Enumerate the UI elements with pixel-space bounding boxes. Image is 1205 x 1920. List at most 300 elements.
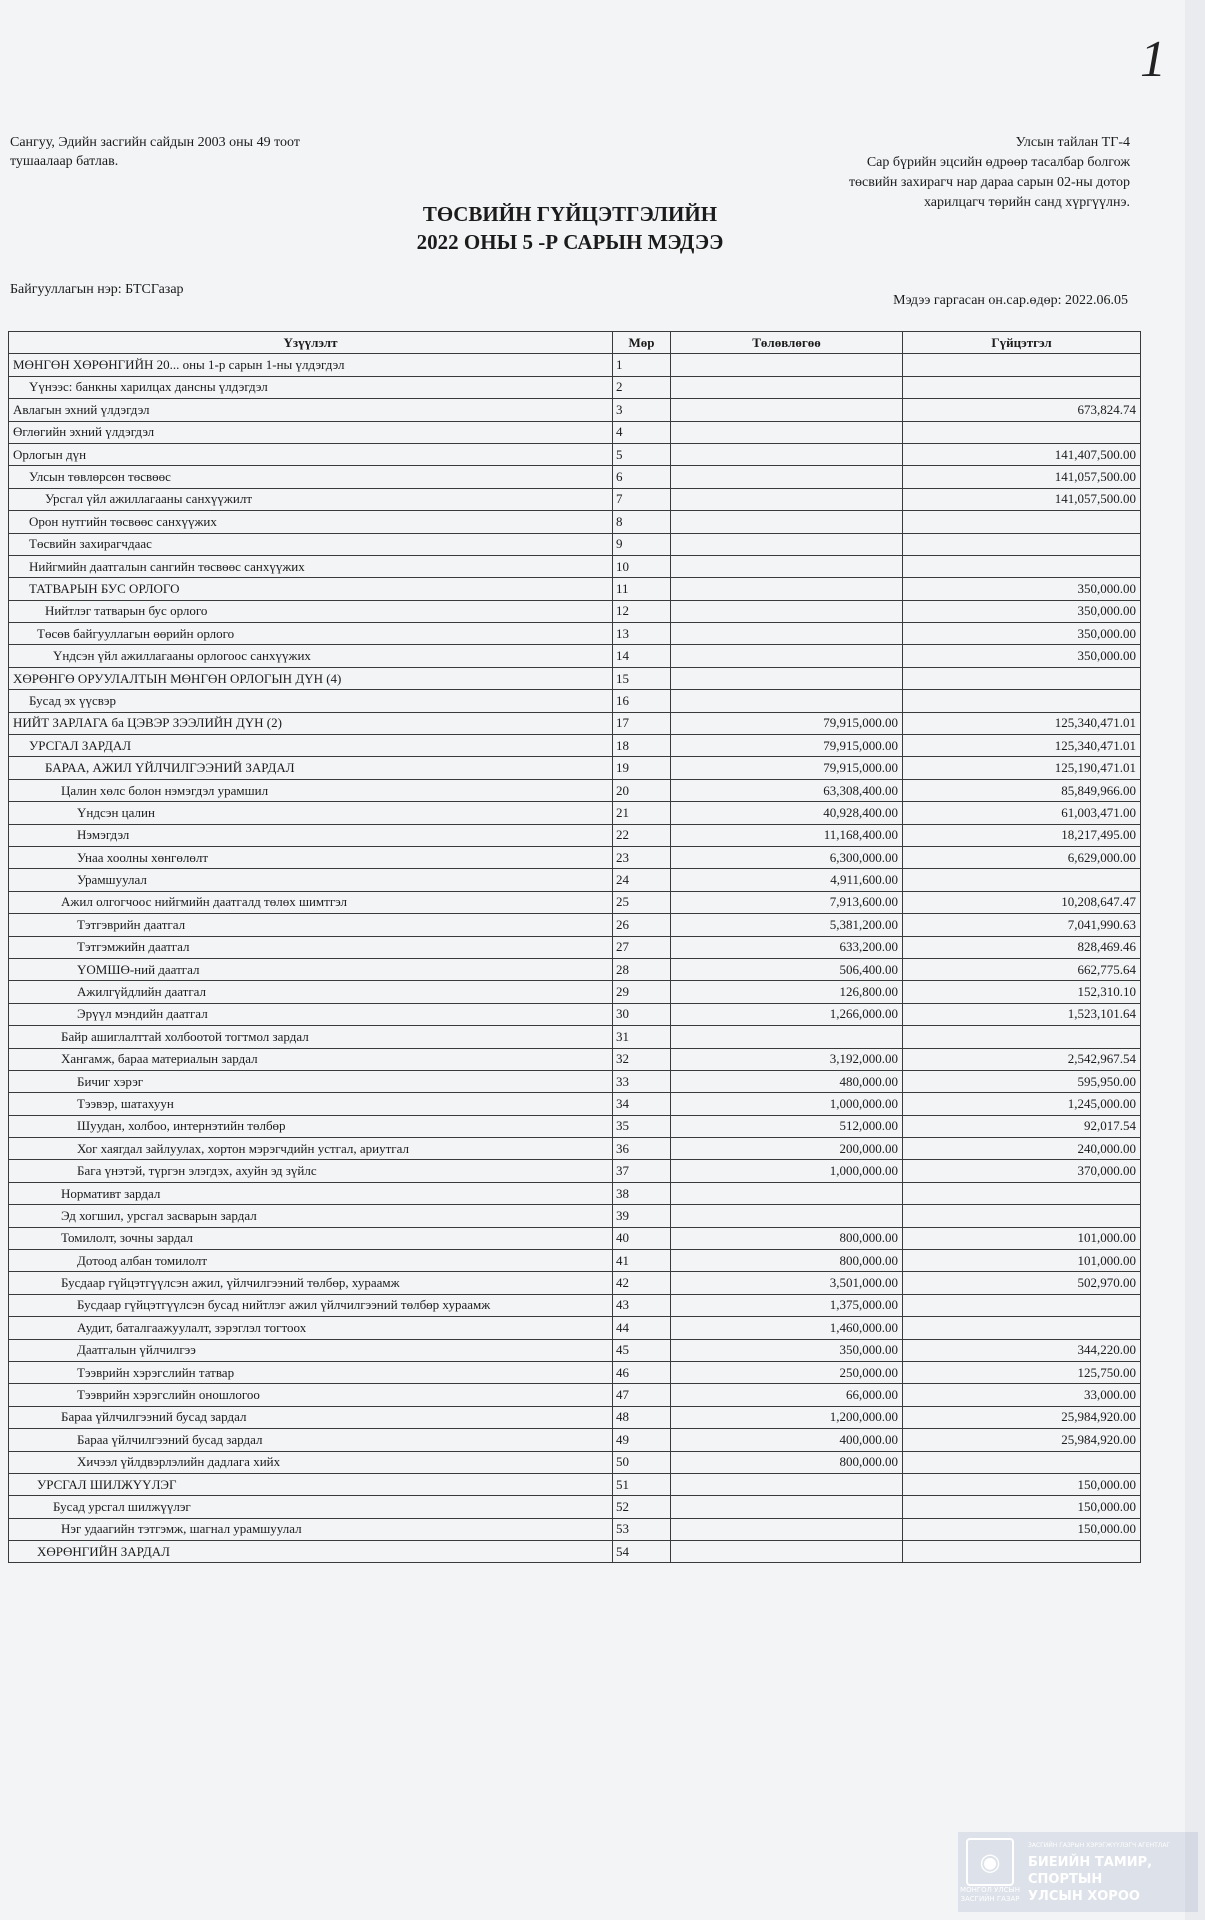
row-label: Эрүүл мэндийн даатгал [9, 1003, 613, 1025]
row-number: 30 [613, 1003, 671, 1025]
plan-value: 250,000.00 [671, 1361, 903, 1383]
actual-value [903, 1182, 1141, 1204]
row-number: 48 [613, 1406, 671, 1428]
table-row [9, 869, 1141, 891]
form-line: төсвийн захирагч нар дараа сарын 02-ны дотор [848, 175, 1130, 190]
actual-value [903, 354, 1141, 376]
plan-value [671, 376, 903, 398]
plan-value: 506,400.00 [671, 958, 903, 980]
row-number: 47 [613, 1384, 671, 1406]
row-label: Аудит, баталгаажуулалт, зэрэглэл тогтоох [9, 1317, 613, 1339]
table-row [9, 1496, 1141, 1518]
row-number: 2 [613, 376, 671, 398]
row-number: 38 [613, 1182, 671, 1204]
plan-value: 126,800.00 [671, 981, 903, 1003]
row-number: 15 [613, 667, 671, 689]
plan-value [671, 1496, 903, 1518]
row-label: Хог хаягдал зайлуулах, хортон мэрэгчдийн устгал, ариутгал [9, 1138, 613, 1160]
row-number: 29 [613, 981, 671, 1003]
table-row [9, 623, 1141, 645]
form-line: Сар бүрийн эцсийн өдрөөр тасалбар болгож [866, 155, 1130, 170]
actual-value: 92,017.54 [903, 1115, 1141, 1137]
plan-value: 1,000,000.00 [671, 1093, 903, 1115]
row-number: 39 [613, 1205, 671, 1227]
row-label: Үүнээс: банкны харилцах дансны үлдэгдэл [9, 376, 613, 398]
plan-value: 1,200,000.00 [671, 1406, 903, 1428]
plan-value: 1,460,000.00 [671, 1317, 903, 1339]
row-number: 31 [613, 1026, 671, 1048]
row-label: Нийтлэг татварын бус орлого [9, 600, 613, 622]
table-row [9, 891, 1141, 913]
actual-value: 350,000.00 [903, 600, 1141, 622]
plan-value [671, 1182, 903, 1204]
row-label: Авлагын эхний үлдэгдэл [9, 399, 613, 421]
row-number: 53 [613, 1518, 671, 1540]
plan-value [671, 645, 903, 667]
column-header-actual: Гүйцэтгэл [903, 332, 1141, 354]
approval-line: Сангуу, Эдийн засгийн сайдын 2003 оны 49 тоот [10, 135, 300, 150]
row-label: УРСГАЛ ШИЛЖҮҮЛЭГ [9, 1473, 613, 1495]
row-label: Бичиг хэрэг [9, 1070, 613, 1092]
table-row [9, 1451, 1141, 1473]
row-label: Унаа хоолны хөнгөлөлт [9, 846, 613, 868]
row-label: Дотоод албан томилолт [9, 1250, 613, 1272]
row-number: 17 [613, 712, 671, 734]
plan-value [671, 555, 903, 577]
table-row [9, 1518, 1141, 1540]
table-row [9, 1160, 1141, 1182]
column-header-plan: Төлөвлөгөө [671, 332, 903, 354]
row-number: 33 [613, 1070, 671, 1092]
plan-value [671, 600, 903, 622]
actual-value [903, 1541, 1141, 1563]
row-number: 21 [613, 802, 671, 824]
actual-value: 101,000.00 [903, 1227, 1141, 1249]
row-label: ХӨРӨНГӨ ОРУУЛАЛТЫН МӨНГӨН ОРЛОГЫН ДҮН (4) [9, 667, 613, 689]
table-row [9, 1339, 1141, 1361]
row-label: ХӨРӨНГИЙН ЗАРДАЛ [9, 1541, 613, 1563]
actual-value: 7,041,990.63 [903, 914, 1141, 936]
row-label: Бусдаар гүйцэтгүүлсэн бусад нийтлэг ажил үйлчилгээний төлбөр хураамж [9, 1294, 613, 1316]
table-row [9, 1070, 1141, 1092]
plan-value [671, 443, 903, 465]
table-row [9, 981, 1141, 1003]
plan-value: 66,000.00 [671, 1384, 903, 1406]
plan-value: 480,000.00 [671, 1070, 903, 1092]
plan-value [671, 466, 903, 488]
table-row [9, 712, 1141, 734]
row-number: 45 [613, 1339, 671, 1361]
table-row [9, 757, 1141, 779]
plan-value [671, 1518, 903, 1540]
column-header-indicator: Үзүүлэлт [9, 332, 613, 354]
actual-value: 150,000.00 [903, 1496, 1141, 1518]
row-number: 4 [613, 421, 671, 443]
budget-table [8, 331, 1141, 1563]
row-label: ҮОМШӨ-ний даатгал [9, 958, 613, 980]
row-number: 44 [613, 1317, 671, 1339]
actual-value: 2,542,967.54 [903, 1048, 1141, 1070]
row-label: Төсвийн захирагчдаас [9, 533, 613, 555]
row-label: УРСГАЛ ЗАРДАЛ [9, 735, 613, 757]
row-label: Нийгмийн даатгалын сангийн төсвөөс санхүүжих [9, 555, 613, 577]
plan-value: 79,915,000.00 [671, 757, 903, 779]
plan-value [671, 690, 903, 712]
actual-value [903, 869, 1141, 891]
page-number-mark: 1 [1140, 31, 1166, 88]
table-row [9, 1182, 1141, 1204]
row-number: 42 [613, 1272, 671, 1294]
table-row [9, 1406, 1141, 1428]
plan-value: 800,000.00 [671, 1250, 903, 1272]
table-row [9, 1026, 1141, 1048]
row-label: Тээвэр, шатахуун [9, 1093, 613, 1115]
table-row [9, 667, 1141, 689]
plan-value: 11,168,400.00 [671, 824, 903, 846]
table-row [9, 600, 1141, 622]
table-row [9, 1003, 1141, 1025]
row-label: Бараа үйлчилгээний бусад зардал [9, 1406, 613, 1428]
row-number: 14 [613, 645, 671, 667]
actual-value: 125,190,471.01 [903, 757, 1141, 779]
actual-value: 33,000.00 [903, 1384, 1141, 1406]
table-row [9, 1250, 1141, 1272]
table-row [9, 690, 1141, 712]
row-label: Урсгал үйл ажиллагааны санхүүжилт [9, 488, 613, 510]
plan-value [671, 421, 903, 443]
actual-value: 6,629,000.00 [903, 846, 1141, 868]
plan-value: 40,928,400.00 [671, 802, 903, 824]
table-row [9, 555, 1141, 577]
row-number: 6 [613, 466, 671, 488]
plan-value: 400,000.00 [671, 1429, 903, 1451]
plan-value: 633,200.00 [671, 936, 903, 958]
row-label: Эд хогшил, урсгал засварын зардал [9, 1205, 613, 1227]
plan-value: 7,913,600.00 [671, 891, 903, 913]
approval-line: тушаалаар батлав. [10, 154, 119, 169]
emblem-caption-line: МОНГОЛ УЛСЫН [960, 1886, 1020, 1894]
table-row [9, 399, 1141, 421]
row-number: 35 [613, 1115, 671, 1137]
actual-value [903, 1317, 1141, 1339]
row-label: Хичээл үйлдвэрлэлийн дадлага хийх [9, 1451, 613, 1473]
table-row [9, 1294, 1141, 1316]
row-number: 5 [613, 443, 671, 465]
row-label: Үндсэн цалин [9, 802, 613, 824]
row-label: Улсын төвлөрсөн төсвөөс [9, 466, 613, 488]
row-label: Нэмэгдэл [9, 824, 613, 846]
row-label: Бусад эх үүсвэр [9, 690, 613, 712]
row-number: 43 [613, 1294, 671, 1316]
actual-value [903, 1205, 1141, 1227]
actual-value [903, 555, 1141, 577]
row-label: Ажил олгогчоос нийгмийн даатгалд төлөх шимтгэл [9, 891, 613, 913]
row-label: Шуудан, холбоо, интернэтийн төлбөр [9, 1115, 613, 1137]
table-row [9, 511, 1141, 533]
plan-value: 4,911,600.00 [671, 869, 903, 891]
row-number: 41 [613, 1250, 671, 1272]
row-label: МӨНГӨН ХӨРӨНГИЙН 20... оны 1-р сарын 1-ны үлдэгдэл [9, 354, 613, 376]
actual-value: 662,775.64 [903, 958, 1141, 980]
row-number: 40 [613, 1227, 671, 1249]
form-line: харилцагч төрийн санд хүргүүлнэ. [923, 195, 1130, 210]
actual-value: 125,340,471.01 [903, 735, 1141, 757]
actual-value: 828,469.46 [903, 936, 1141, 958]
actual-value: 18,217,495.00 [903, 824, 1141, 846]
actual-value: 125,750.00 [903, 1361, 1141, 1383]
row-label: Бусад урсгал шилжүүлэг [9, 1496, 613, 1518]
row-label: Цалин хөлс болон нэмэгдэл урамшил [9, 779, 613, 801]
row-number: 27 [613, 936, 671, 958]
actual-value: 350,000.00 [903, 623, 1141, 645]
row-label: Тэтгэврийн даатгал [9, 914, 613, 936]
table-row [9, 1317, 1141, 1339]
actual-value: 101,000.00 [903, 1250, 1141, 1272]
agency-name-line: БИЕИЙН ТАМИР, СПОРТЫН [1028, 1855, 1153, 1887]
plan-value: 1,000,000.00 [671, 1160, 903, 1182]
actual-value: 25,984,920.00 [903, 1429, 1141, 1451]
plan-value [671, 623, 903, 645]
emblem-caption [960, 1886, 1020, 1904]
row-number: 13 [613, 623, 671, 645]
table-row [9, 779, 1141, 801]
row-number: 8 [613, 511, 671, 533]
actual-value: 344,220.00 [903, 1339, 1141, 1361]
table-row [9, 1093, 1141, 1115]
row-number: 37 [613, 1160, 671, 1182]
table-row [9, 1227, 1141, 1249]
plan-value [671, 399, 903, 421]
actual-value: 673,824.74 [903, 399, 1141, 421]
row-label: Тэтгэмжийн даатгал [9, 936, 613, 958]
title-line: 2022 ОНЫ 5 -Р САРЫН МЭДЭЭ [416, 230, 724, 254]
table-row [9, 1473, 1141, 1495]
table-row [9, 1429, 1141, 1451]
table-body [9, 354, 1141, 1563]
row-label: Нэг удаагийн тэтгэмж, шагнал урамшуулал [9, 1518, 613, 1540]
row-label: Томилолт, зочны зардал [9, 1227, 613, 1249]
actual-value: 141,407,500.00 [903, 443, 1141, 465]
actual-value: 1,245,000.00 [903, 1093, 1141, 1115]
column-header-row-number: Мөр [613, 332, 671, 354]
row-number: 34 [613, 1093, 671, 1115]
plan-value: 79,915,000.00 [671, 712, 903, 734]
actual-value: 595,950.00 [903, 1070, 1141, 1092]
row-label: Байр ашиглалттай холбоотой тогтмол зардал [9, 1026, 613, 1048]
soyombo-emblem-icon: ◉ [966, 1838, 1014, 1886]
row-number: 36 [613, 1138, 671, 1160]
row-label: Үндсэн үйл ажиллагааны орлогоос санхүүжих [9, 645, 613, 667]
plan-value: 6,300,000.00 [671, 846, 903, 868]
row-number: 12 [613, 600, 671, 622]
agency-name [1028, 1854, 1198, 1905]
actual-value: 141,057,500.00 [903, 488, 1141, 510]
actual-value: 370,000.00 [903, 1160, 1141, 1182]
actual-value [903, 533, 1141, 555]
report-form-note [780, 133, 1130, 213]
row-number: 3 [613, 399, 671, 421]
table-row [9, 1541, 1141, 1563]
actual-value: 125,340,471.01 [903, 712, 1141, 734]
plan-value: 3,501,000.00 [671, 1272, 903, 1294]
table-row [9, 578, 1141, 600]
actual-value [903, 1294, 1141, 1316]
row-number: 1 [613, 354, 671, 376]
row-label: Төсөв байгууллагын өөрийн орлого [9, 623, 613, 645]
actual-value: 502,970.00 [903, 1272, 1141, 1294]
actual-value [903, 376, 1141, 398]
plan-value: 5,381,200.00 [671, 914, 903, 936]
actual-value: 61,003,471.00 [903, 802, 1141, 824]
row-label: Хангамж, бараа материалын зардал [9, 1048, 613, 1070]
table-row [9, 1384, 1141, 1406]
table-row [9, 824, 1141, 846]
row-label: ТАТВАРЫН БУС ОРЛОГО [9, 578, 613, 600]
row-label: Тээврийн хэрэгслийн оношлогоо [9, 1384, 613, 1406]
table-row [9, 645, 1141, 667]
row-number: 10 [613, 555, 671, 577]
row-number: 51 [613, 1473, 671, 1495]
plan-value [671, 488, 903, 510]
agency-type: ЗАСГИЙН ГАЗРЫН ХЭРЭГЖҮҮЛЭГЧ АГЕНТЛАГ [1028, 1842, 1171, 1849]
plan-value: 800,000.00 [671, 1227, 903, 1249]
actual-value: 141,057,500.00 [903, 466, 1141, 488]
row-label: Тээврийн хэрэгслийн татвар [9, 1361, 613, 1383]
table-row [9, 846, 1141, 868]
actual-value: 25,984,920.00 [903, 1406, 1141, 1428]
row-number: 23 [613, 846, 671, 868]
row-number: 7 [613, 488, 671, 510]
actual-value: 150,000.00 [903, 1473, 1141, 1495]
table-row [9, 1361, 1141, 1383]
row-number: 28 [613, 958, 671, 980]
plan-value: 1,375,000.00 [671, 1294, 903, 1316]
row-number: 54 [613, 1541, 671, 1563]
table-row [9, 443, 1141, 465]
emblem-caption-line: ЗАСГИЙН ГАЗАР [960, 1895, 1020, 1903]
row-number: 18 [613, 735, 671, 757]
actual-value: 350,000.00 [903, 645, 1141, 667]
table-row [9, 802, 1141, 824]
actual-value [903, 421, 1141, 443]
actual-value [903, 511, 1141, 533]
table-row [9, 421, 1141, 443]
actual-value: 240,000.00 [903, 1138, 1141, 1160]
agency-watermark [958, 1832, 1198, 1912]
table-row [9, 354, 1141, 376]
row-number: 49 [613, 1429, 671, 1451]
row-number: 20 [613, 779, 671, 801]
form-line: Улсын тайлан ТГ-4 [1015, 135, 1130, 150]
row-label: Бусдаар гүйцэтгүүлсэн ажил, үйлчилгээний төлбөр, хураамж [9, 1272, 613, 1294]
organization-name: Байгууллагын нэр: БТСГазар [10, 282, 184, 297]
table-row [9, 1138, 1141, 1160]
row-label: Нормативт зардал [9, 1182, 613, 1204]
plan-value: 79,915,000.00 [671, 735, 903, 757]
actual-value: 1,523,101.64 [903, 1003, 1141, 1025]
row-label: Өглөгийн эхний үлдэгдэл [9, 421, 613, 443]
table-row [9, 914, 1141, 936]
row-number: 52 [613, 1496, 671, 1518]
row-label: Бага үнэтэй, түргэн элэгдэх, ахуйн эд зүйлс [9, 1160, 613, 1182]
row-label: Даатгалын үйлчилгээ [9, 1339, 613, 1361]
plan-value: 512,000.00 [671, 1115, 903, 1137]
report-date: Мэдээ гаргасан он.сар.өдөр: 2022.06.05 [893, 293, 1128, 308]
title-line: ТӨСВИЙН ГҮЙЦЭТГЭЛИЙН [422, 202, 718, 226]
actual-value: 85,849,966.00 [903, 779, 1141, 801]
row-number: 16 [613, 690, 671, 712]
row-number: 25 [613, 891, 671, 913]
plan-value [671, 1205, 903, 1227]
row-label: Орлогын дүн [9, 443, 613, 465]
table-row [9, 488, 1141, 510]
agency-name-line: УЛСЫН ХОРОО [1028, 1889, 1140, 1904]
table-row [9, 936, 1141, 958]
table-row [9, 1205, 1141, 1227]
table-row [9, 1048, 1141, 1070]
row-number: 50 [613, 1451, 671, 1473]
actual-value [903, 690, 1141, 712]
table-row [9, 466, 1141, 488]
table-row [9, 958, 1141, 980]
row-label: Бараа үйлчилгээний бусад зардал [9, 1429, 613, 1451]
plan-value: 200,000.00 [671, 1138, 903, 1160]
row-label: НИЙТ ЗАРЛАГА ба ЦЭВЭР ЗЭЭЛИЙН ДҮН (2) [9, 712, 613, 734]
row-number: 32 [613, 1048, 671, 1070]
plan-value [671, 533, 903, 555]
row-label: БАРАА, АЖИЛ ҮЙЛЧИЛГЭЭНИЙ ЗАРДАЛ [9, 757, 613, 779]
plan-value [671, 1541, 903, 1563]
plan-value: 63,308,400.00 [671, 779, 903, 801]
table-row [9, 533, 1141, 555]
plan-value: 3,192,000.00 [671, 1048, 903, 1070]
plan-value [671, 511, 903, 533]
actual-value: 350,000.00 [903, 578, 1141, 600]
plan-value: 350,000.00 [671, 1339, 903, 1361]
actual-value [903, 667, 1141, 689]
plan-value: 1,266,000.00 [671, 1003, 903, 1025]
actual-value: 152,310.10 [903, 981, 1141, 1003]
plan-value [671, 667, 903, 689]
actual-value [903, 1451, 1141, 1473]
row-number: 19 [613, 757, 671, 779]
row-number: 24 [613, 869, 671, 891]
document-title [330, 200, 810, 256]
row-number: 26 [613, 914, 671, 936]
row-number: 11 [613, 578, 671, 600]
row-label: Орон нутгийн төсвөөс санхүүжих [9, 511, 613, 533]
plan-value [671, 1026, 903, 1048]
row-label: Урамшуулал [9, 869, 613, 891]
row-number: 22 [613, 824, 671, 846]
table-row [9, 376, 1141, 398]
table-header-row [9, 332, 1141, 354]
plan-value [671, 354, 903, 376]
row-number: 46 [613, 1361, 671, 1383]
actual-value: 150,000.00 [903, 1518, 1141, 1540]
row-number: 9 [613, 533, 671, 555]
actual-value: 10,208,647.47 [903, 891, 1141, 913]
approval-note [10, 133, 410, 171]
plan-value: 800,000.00 [671, 1451, 903, 1473]
actual-value [903, 1026, 1141, 1048]
table-row [9, 1115, 1141, 1137]
table-row [9, 1272, 1141, 1294]
plan-value [671, 578, 903, 600]
plan-value [671, 1473, 903, 1495]
row-label: Ажилгүйдлийн даатгал [9, 981, 613, 1003]
table-row [9, 735, 1141, 757]
